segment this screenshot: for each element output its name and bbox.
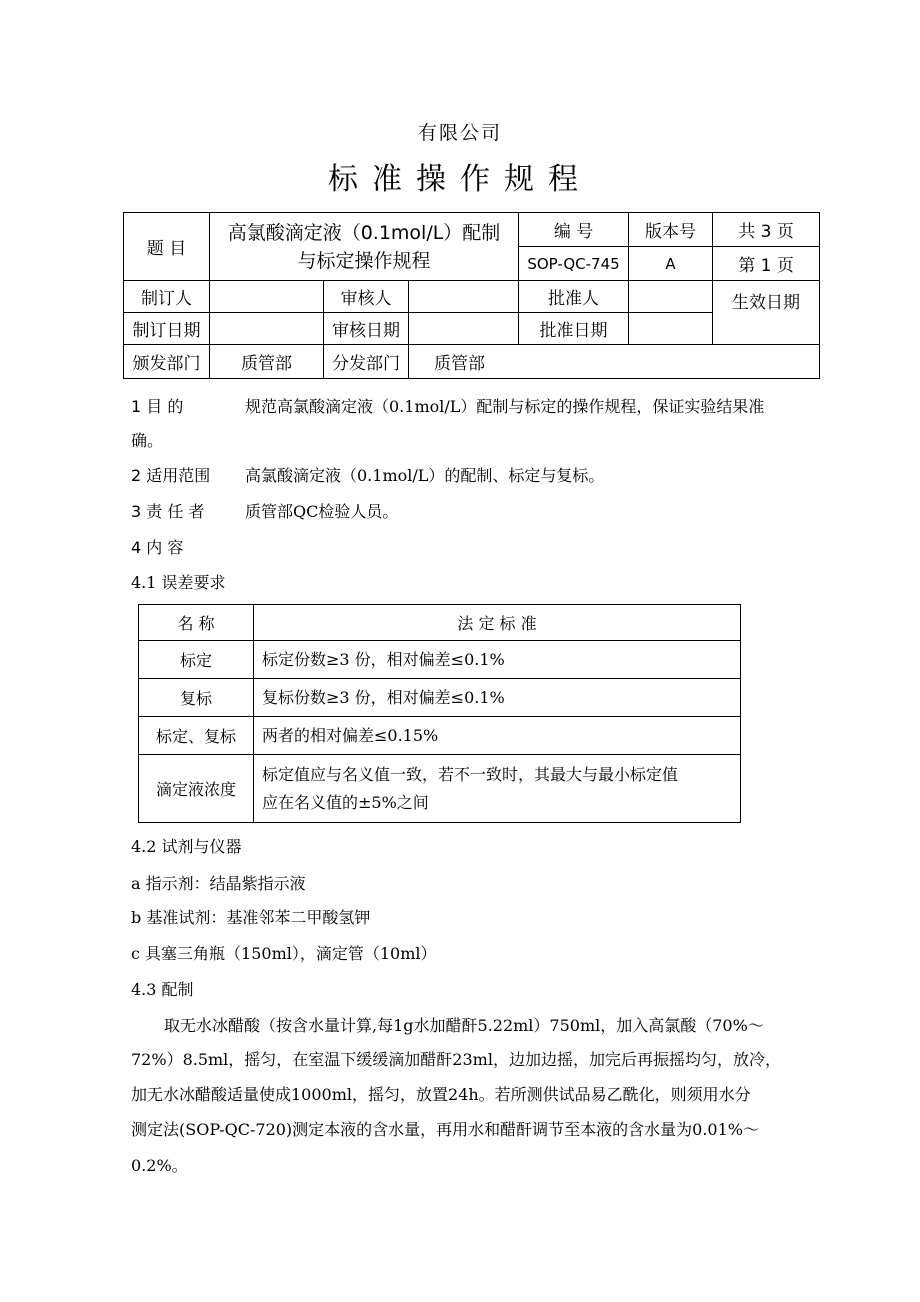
row-standard-line-1: 标定值应与名义值一致，若不一致时，其最大与最小标定值	[262, 764, 679, 784]
section-3	[131, 502, 398, 522]
section-1-cont: 确。	[131, 431, 164, 450]
table-row	[139, 717, 741, 755]
subject-line-2: 与标定操作规程	[297, 249, 431, 272]
row-name: 复标	[139, 679, 254, 717]
approve-date-label: 批准日期	[519, 313, 629, 345]
total-pages: 共 3 页	[713, 213, 820, 247]
row-standard	[254, 755, 741, 823]
version-label: 版本号	[629, 213, 713, 247]
dist-dept-label: 分发部门	[324, 345, 409, 379]
row-name: 标定	[139, 641, 254, 679]
row-name: 滴定液浓度	[139, 755, 254, 823]
reagent-c: c 具塞三角瓶（150ml），滴定管（10ml）	[131, 944, 437, 963]
number-value: SOP-QC-745	[519, 247, 629, 281]
col-standard-header: 法 定 标 准	[254, 605, 741, 641]
reagent-a: a 指示剂：结晶紫指示液	[131, 874, 306, 893]
row-standard: 两者的相对偏差≤0.15%	[254, 717, 741, 755]
section-4-1-heading: 4.1 误差要求	[131, 573, 226, 592]
dist-dept-value: 质管部	[409, 345, 820, 379]
section-4-label: 4 内 容	[131, 538, 184, 557]
drafter-value	[210, 281, 324, 313]
section-3-text: 质管部QC检验人员。	[245, 502, 399, 521]
draft-date-value	[210, 313, 324, 345]
company-name: 有限公司	[417, 122, 502, 144]
error-requirements-table	[138, 604, 741, 823]
issue-dept-value: 质管部	[210, 345, 324, 379]
subject-label: 题 目	[124, 213, 210, 281]
section-2-label: 2 适用范围	[131, 466, 211, 485]
row-standard: 复标份数≥3 份，相对偏差≤0.1%	[254, 679, 741, 717]
row-standard-line-2: 应在名义值的±5%之间	[262, 792, 429, 812]
review-date-label: 审核日期	[324, 313, 409, 345]
draft-date-label: 制订日期	[124, 313, 210, 345]
number-label: 编 号	[519, 213, 629, 247]
issue-dept-label: 颁发部门	[124, 345, 210, 379]
approver-label: 批准人	[519, 281, 629, 313]
section-2-text: 高氯酸滴定液（0.1mol/L）的配制、标定与复标。	[245, 466, 605, 485]
row-name: 标定、复标	[139, 717, 254, 755]
prep-paragraph-line-5: 0.2%。	[131, 1156, 188, 1175]
effective-date-label: 生效日期	[713, 281, 820, 345]
reagent-b: b 基准试剂：基准邻苯二甲酸氢钾	[131, 908, 371, 927]
approver-value	[629, 281, 713, 313]
drafter-label: 制订人	[124, 281, 210, 313]
section-4-3-heading: 4.3 配制	[131, 980, 194, 999]
reviewer-label: 审核人	[324, 281, 409, 313]
prep-paragraph-line-3: 加无水冰醋酸适量使成1000ml，摇匀，放置24h。若所测供试品易乙酰化，则须用水分	[131, 1085, 751, 1104]
section-1-label: 1 目 的	[131, 397, 184, 416]
table-row	[139, 679, 741, 717]
subject-value	[210, 213, 519, 281]
section-3-label: 3 责 任 者	[131, 502, 205, 521]
table-row	[139, 755, 741, 823]
section-4-2-heading: 4.2 试剂与仪器	[131, 837, 242, 856]
section-2	[131, 466, 604, 486]
reviewer-value	[409, 281, 519, 313]
section-1-text: 规范高氯酸滴定液（0.1mol/L）配制与标定的操作规程，保证实验结果准	[245, 397, 765, 416]
review-date-value	[409, 313, 519, 345]
row-standard: 标定份数≥3 份，相对偏差≤0.1%	[254, 641, 741, 679]
table-row	[139, 641, 741, 679]
version-value: A	[629, 247, 713, 281]
subject-line-1: 高氯酸滴定液（0.1mol/L）配制	[227, 221, 501, 244]
col-name-header: 名 称	[139, 605, 254, 641]
section-4	[131, 538, 183, 558]
prep-paragraph-line-4: 测定法(SOP-QC-720)测定本液的含水量，再用水和醋酐调节至本液的含水量为0.01%～	[131, 1120, 759, 1139]
prep-paragraph-line-1: 取无水冰醋酸（按含水量计算,每1g水加醋酐5.22ml）750ml，加入高氯酸（70%～	[164, 1016, 764, 1035]
page-number: 第 1 页	[713, 247, 820, 281]
approve-date-value	[629, 313, 713, 345]
section-1	[131, 397, 764, 417]
prep-paragraph-line-2: 72%）8.5ml，摇匀，在室温下缓缓滴加醋酐23ml，边加边摇，加完后再振摇均匀，放冷，	[131, 1050, 781, 1069]
document-info-table	[123, 212, 820, 379]
document-title: 标准操作规程	[328, 162, 592, 197]
